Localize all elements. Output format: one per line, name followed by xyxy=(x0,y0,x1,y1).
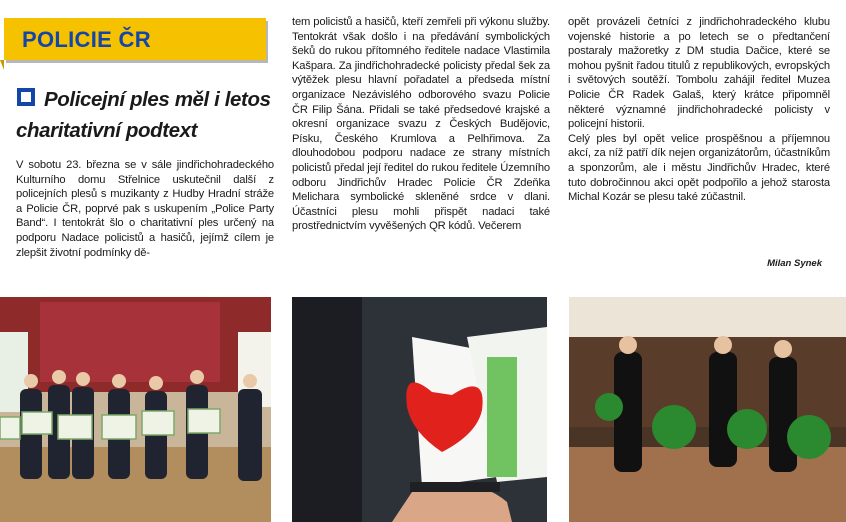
article-headline: Policejní ples měl i letos charitativní podtext xyxy=(16,88,271,142)
photo-majorettes-image xyxy=(569,297,846,522)
photo-majorettes xyxy=(569,297,846,522)
column3-paragraph-1: opět provázeli četníci z jindřichohradeckého klubu vojenské historie a po letech se o předtančení postaraly mažoretky z DM studia Dačice, které se mohou pyšnit řadou titulů z republikových, evropských i světových soutěží. Tombolu zahájil ředitel Muzea Policie ČR Radek Galaš, který krátce připomněl některé významné jindřichohradecké policisty v policejní historii. xyxy=(568,16,830,131)
section-banner xyxy=(4,18,266,60)
photo-cheque-ceremony xyxy=(0,297,271,522)
article-column-3 xyxy=(568,15,830,205)
column2-text: tem policistů a hasičů, kteří zemřeli při výkonu služby. Tentokrát však došlo i na předávání symbolických šeků do rukou přítomného ředitele nadace Vlastimila Kašpara. Za jindřichohradecké policisty předal šek za výtěžek plesu hlavní pořadatel a předseda místní organizace Nezávislého odborového svazu Policie ČR Filip Šána. Přidali se také předsedové krajské a okresní organizace svazu z Českých Budějovic, Písku, Českého Krumlova a Pelhřimova. Za dlouhodobou podporu nadace ze strany místních policistů předal její ředitel do rukou ředitele Územního odboru Jindřichův Hradec Policie ČR Zdeňka Melichara symbolické skleněné srdce v dlani. Účastníci plesu mohli přispět nadaci také prostřednictvím vyvěšených QR kódů. Večerem xyxy=(292,16,550,233)
article-column-1 xyxy=(16,158,274,260)
photo-cheque-ceremony-image xyxy=(0,297,271,522)
author-byline: Milan Synek xyxy=(767,258,822,269)
photo-glass-heart xyxy=(292,297,547,522)
column3-paragraph-2: Celý ples byl opět velice prospěšnou a příjemnou akcí, za níž patří dík nejen organizátorům, účastníkům a sponzorům, ale i městu Jindřichův Hradec, které tuto dobročinnou akci opět podpořilo a jehož starosta Michal Kozár se plesu také zúčastnil. xyxy=(568,132,830,204)
article-column-2 xyxy=(292,15,550,234)
column1-text: V sobotu 23. března se v sále jindřichohradeckého Kulturního domu Střelnice uskutečnil další z policejních plesů s muzikanty z Hudby Hradní stráže a Policie ČR, poprvé pak s uskupením „Police Party Band“. I tentokrát šlo o charitativní ples určený na podporu Nadace policistů a hasičů, jejímž cílem je zlepšit životní podmínky dě- xyxy=(16,159,274,259)
photo-glass-heart-image xyxy=(292,297,547,522)
section-title: POLICIE ČR xyxy=(22,27,151,52)
